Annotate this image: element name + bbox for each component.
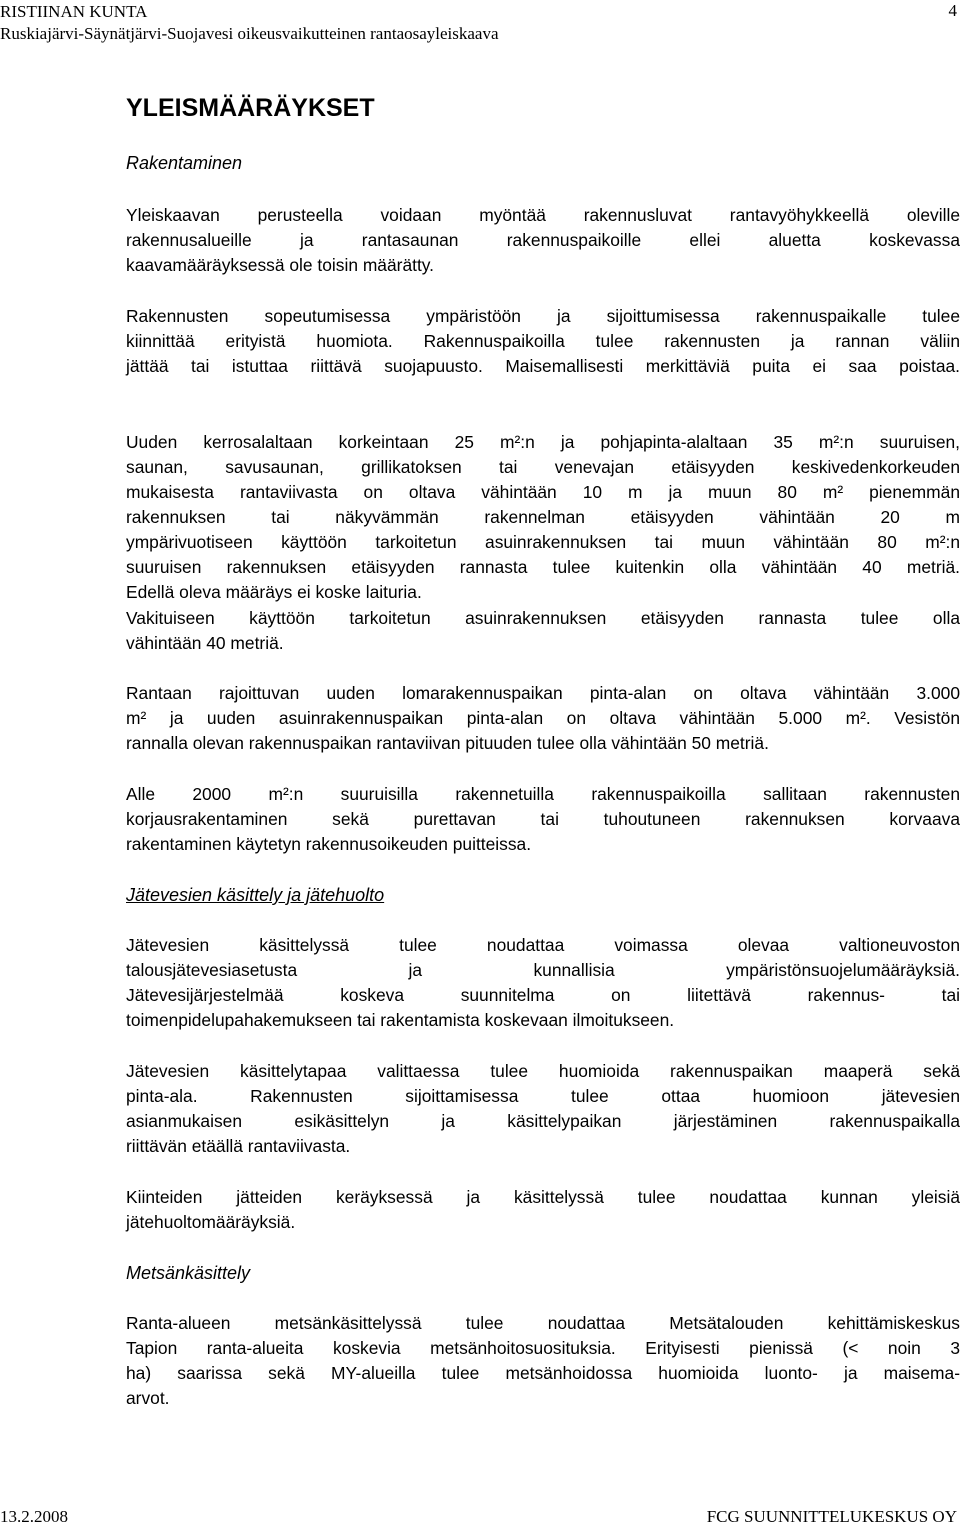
- paragraph-line: toimenpidelupahakemukseen tai rakentamista koskevaan ilmoitukseen.: [126, 1010, 675, 1030]
- paragraph-line: kaavamääräyksessä ole toisin määrätty.: [126, 255, 435, 275]
- paragraph-7: [126, 933, 960, 1033]
- paragraph-line: ha) saarissa sekä MY-alueilla tulee metsänhoidossa huomioida luonto- ja maisema-: [126, 1363, 960, 1383]
- section-heading-metsankasittely: Metsänkäsittely: [126, 1263, 251, 1283]
- paragraph-line: Kiinteiden jätteiden keräyksessä ja käsittelyssä tulee noudattaa kunnan yleisiä: [126, 1187, 960, 1207]
- paragraph-8: [126, 1059, 960, 1159]
- paragraph-line: suuruisen rakennuksen etäisyyden rannasta tulee kuitenkin olla vähintään 40 metriä.: [126, 557, 960, 577]
- paragraph-line: rakentaminen käytetyn rakennusoikeuden puitteissa.: [126, 834, 532, 854]
- page-number: 4: [948, 1, 957, 20]
- paragraph-line: talousjätevesiasetusta ja kunnallisia ympäristönsuojelumääräyksiä.: [126, 960, 960, 980]
- paragraph-1: [126, 203, 960, 278]
- paragraph-line: Uuden kerrosalaltaan korkeintaan 25 m²:n ja pohjapinta-alaltaan 35 m²:n suuruisen,: [126, 432, 960, 452]
- paragraph-line: rannalla olevan rakennuspaikan rantaviivan pituuden tulee olla vähintään 50 metriä.: [126, 733, 769, 753]
- footer-company: FCG SUUNNITTELUKESKUS OY: [706, 1507, 957, 1526]
- paragraph-line: Rantaan rajoittuvan uuden lomarakennuspaikan pinta-alan on oltava vähintään 3.000: [126, 683, 960, 703]
- paragraph-line: Yleiskaavan perusteella voidaan myöntää rakennusluvat rantavyöhykkeellä oleville: [126, 205, 960, 225]
- paragraph-6: [126, 782, 960, 857]
- paragraph-line: Vakituiseen käyttöön tarkoitetun asuinrakennuksen etäisyyden rannasta tulee olla: [126, 608, 960, 628]
- paragraph-line: riittävän etäällä rantaviivasta.: [126, 1136, 351, 1156]
- paragraph-line: kiinnittää erityistä huomiota. Rakennuspaikoilla tulee rakennusten ja rannan väliin: [126, 331, 960, 351]
- paragraph-line: saunan, savusaunan, grillikatoksen tai venevajan etäisyyden keskivedenkorkeuden: [126, 457, 960, 477]
- paragraph-line: jättää tai istuttaa riittävä suojapuusto. Maisemallisesti merkittäviä puita ei saa poistaa.: [126, 356, 960, 376]
- paragraph-line: mukaisesta rantaviivasta on oltava vähintään 10 m ja muun 80 m² pienemmän: [126, 482, 960, 502]
- paragraph-4: [126, 606, 960, 656]
- paragraph-line: m² ja uuden asuinrakennuspaikan pinta-alan on oltava vähintään 5.000 m². Vesistön: [126, 708, 960, 728]
- paragraph-line: pinta-ala. Rakennusten sijoittamisessa tulee ottaa huomioon jätevesien: [126, 1086, 960, 1106]
- paragraph-line: Edellä oleva määräys ei koske laituria.: [126, 582, 422, 602]
- paragraph-line: Alle 2000 m²:n suuruisilla rakennetuilla rakennuspaikoilla sallitaan rakennusten: [126, 784, 960, 804]
- paragraph-5: [126, 681, 960, 756]
- paragraph-line: Ranta-alueen metsänkäsittelyssä tulee noudattaa Metsätalouden kehittämiskeskus: [126, 1313, 960, 1333]
- paragraph-line: Jätevesien käsittelyssä tulee noudattaa voimassa olevaa valtioneuvoston: [126, 935, 960, 955]
- section-heading-rakentaminen: Rakentaminen: [126, 153, 243, 173]
- paragraph-line: Jätevesijärjestelmää koskeva suunnitelma on liitettävä rakennus- tai: [126, 985, 960, 1005]
- paragraph-line: asianmukaisen esikäsittelyn ja käsittelypaikan järjestäminen rakennuspaikalla: [126, 1111, 960, 1131]
- paragraph-line: rakennuksen tai näkyvämmän rakennelman etäisyyden vähintään 20 m: [126, 507, 960, 527]
- paragraph-line: Jätevesien käsittelytapaa valittaessa tulee huomioida rakennuspaikan maaperä sekä: [126, 1061, 960, 1081]
- section-heading-jatevesien-kasittely: Jätevesien käsittely ja jätehuolto: [126, 885, 385, 905]
- paragraph-line: korjausrakentaminen sekä purettavan tai tuhoutuneen rakennuksen korvaava: [126, 809, 960, 829]
- paragraph-line: vähintään 40 metriä.: [126, 633, 284, 653]
- paragraph-line: Rakennusten sopeutumisessa ympäristöön ja sijoittumisessa rakennuspaikalle tulee: [126, 306, 960, 326]
- paragraph-3: [126, 430, 960, 605]
- page-title: YLEISMÄÄRÄYKSET: [126, 94, 375, 122]
- paragraph-line: Tapion ranta-alueita koskevia metsänhoitosuosituksia. Erityisesti pienissä (< noin 3: [126, 1338, 960, 1358]
- header-plan-name: Ruskiajärvi-Säynätjärvi-Suojavesi oikeusvaikutteinen rantaosayleiskaava: [0, 24, 499, 43]
- header-organization: RISTIINAN KUNTA: [0, 2, 148, 21]
- footer-date: 13.2.2008: [0, 1507, 68, 1526]
- paragraph-line: rakennusalueille ja rantasaunan rakennuspaikoille ellei aluetta koskevassa: [126, 230, 960, 250]
- paragraph-line: ympärivuotiseen käyttöön tarkoitetun asuinrakennuksen tai muun vähintään 80 m²:n: [126, 532, 960, 552]
- paragraph-9: [126, 1185, 960, 1235]
- paragraph-line: jätehuoltomääräyksiä.: [126, 1212, 296, 1232]
- paragraph-10: [126, 1311, 960, 1411]
- paragraph-2: [126, 304, 960, 379]
- paragraph-line: arvot.: [126, 1388, 170, 1408]
